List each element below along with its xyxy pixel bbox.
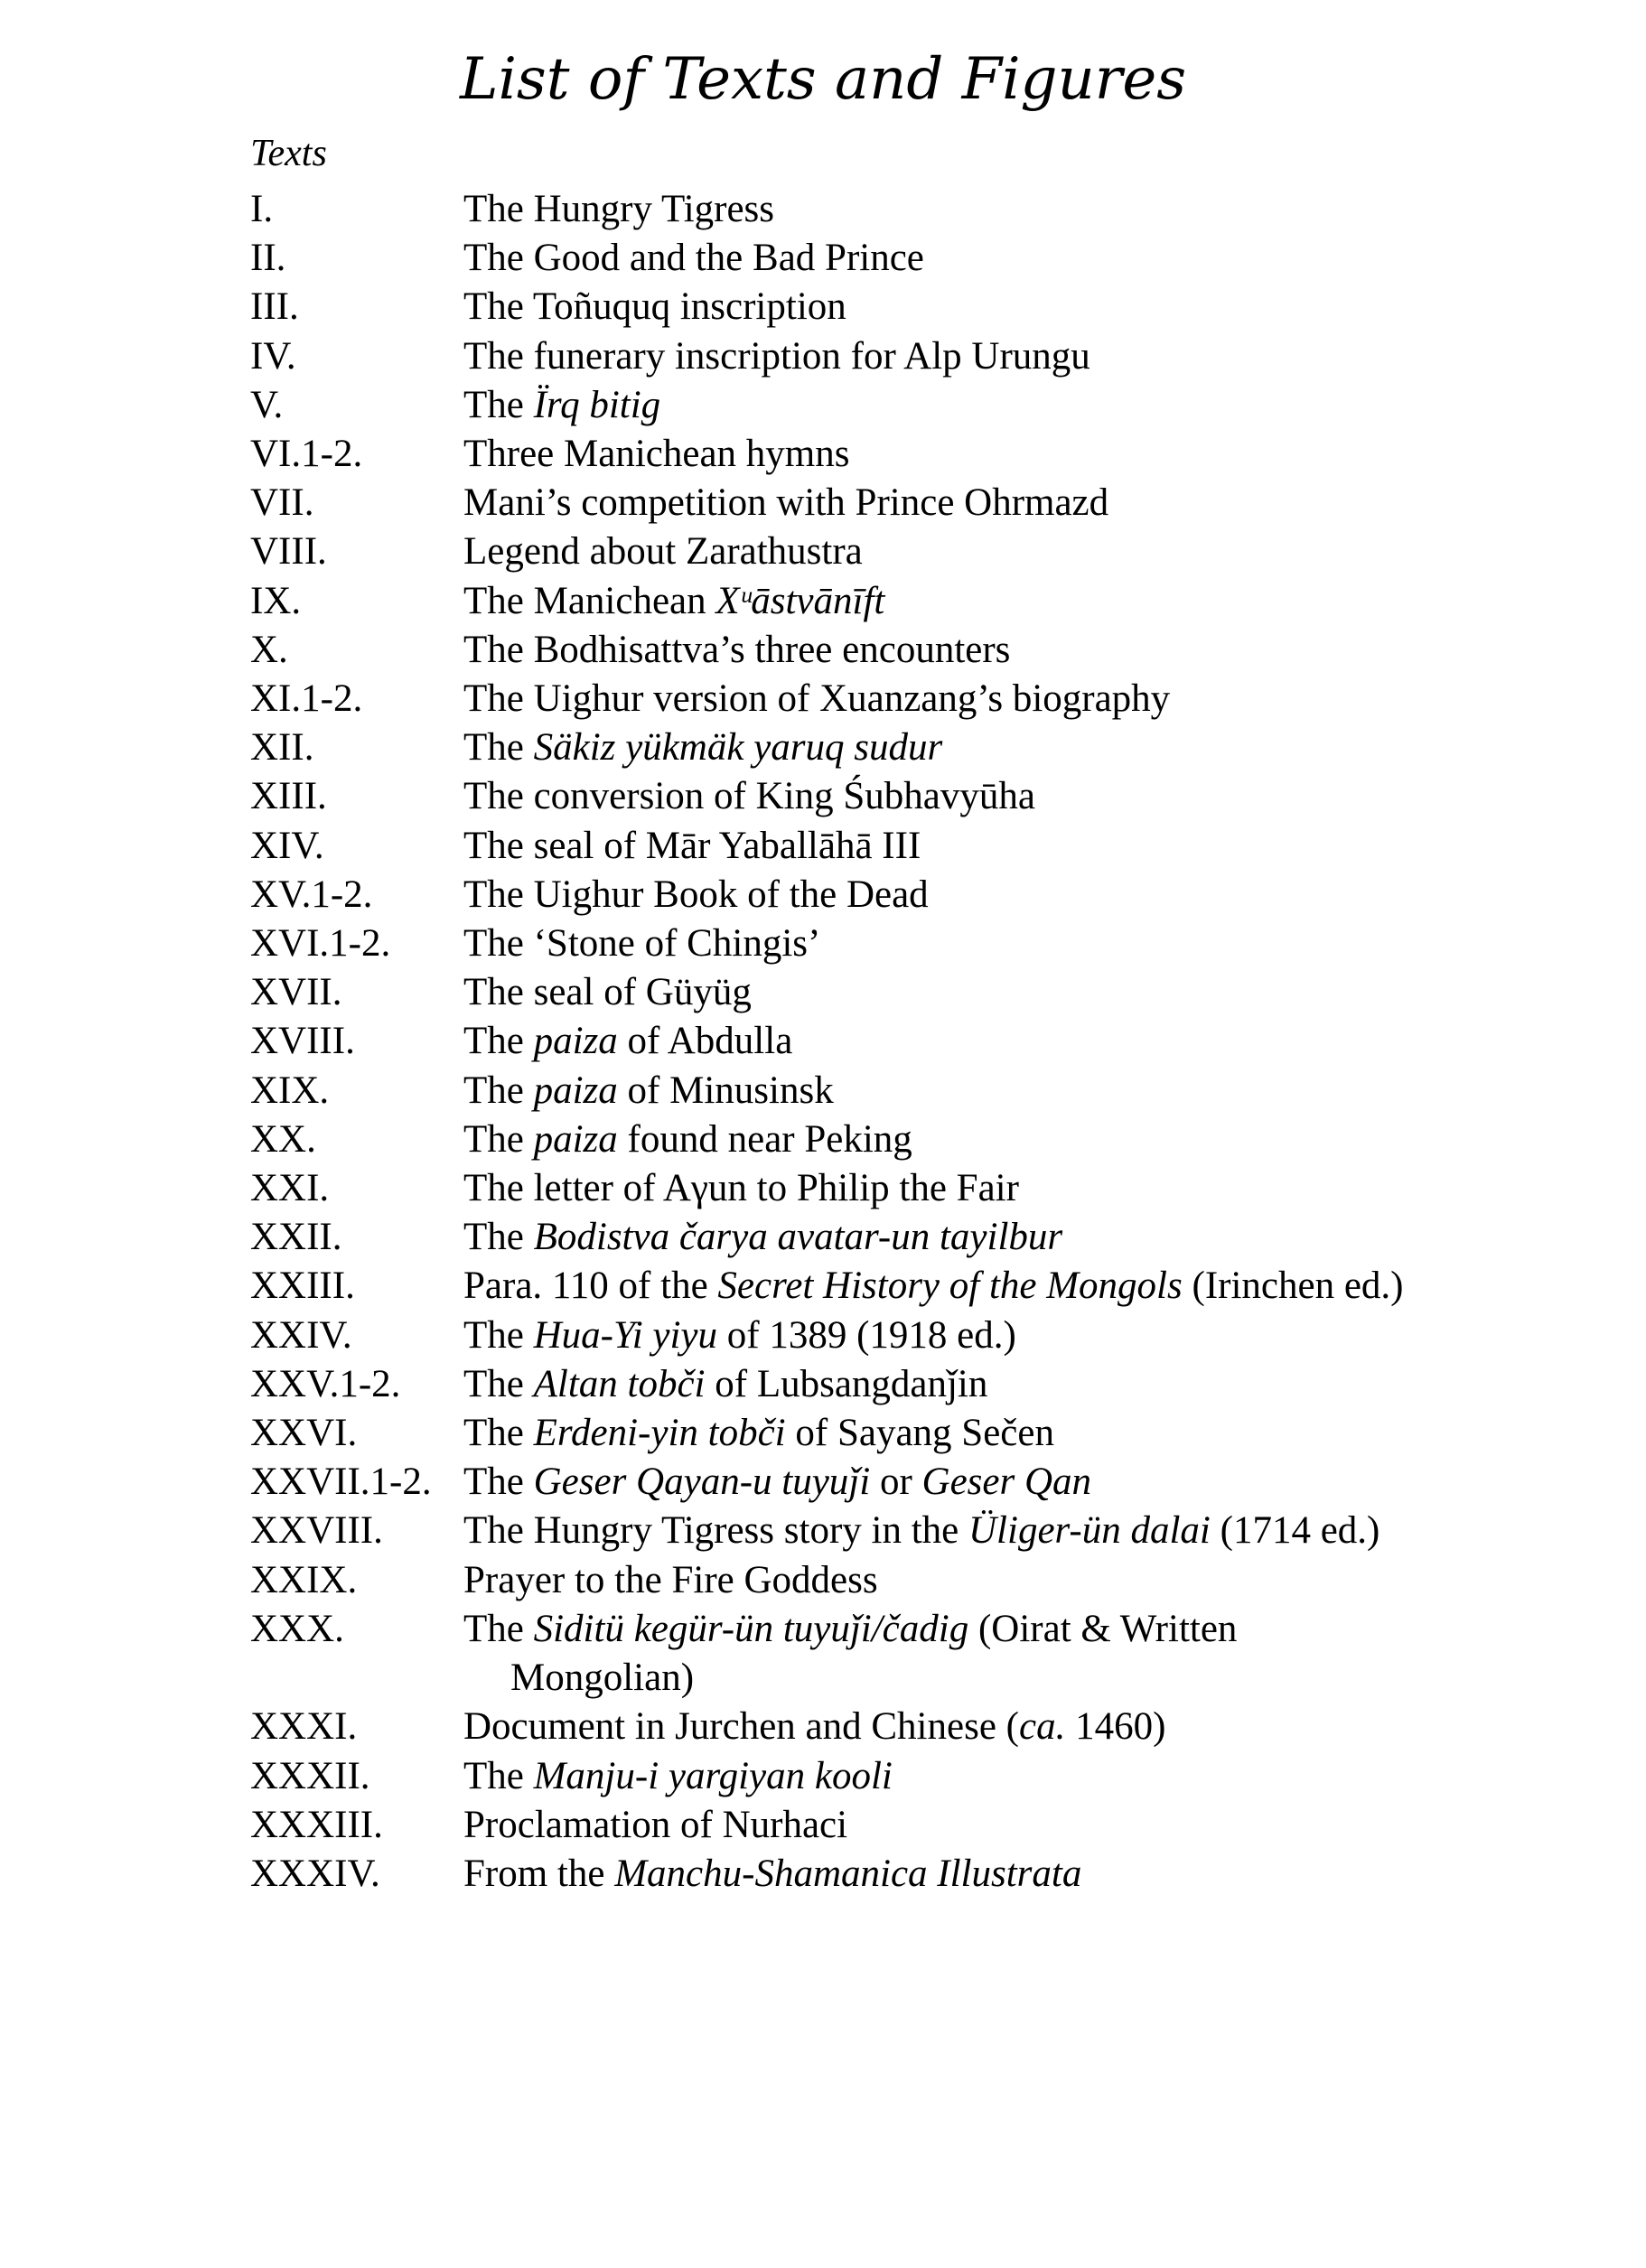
entry-title: [463, 675, 1425, 723]
entry-title: [463, 772, 1425, 821]
entry-number: XXI.: [250, 1167, 330, 1210]
entry-title: [463, 1556, 1425, 1605]
entry-title: [463, 1850, 1425, 1899]
entry-title-segment: The seal of Güyüg: [463, 971, 752, 1014]
entry-title-segment: The seal of Mār Yaballāhā III: [463, 824, 921, 867]
list-item: [250, 723, 1425, 772]
entry-title-segment: The: [463, 383, 534, 426]
entry-number: VIII.: [250, 530, 327, 574]
entry-title-segment: of Lubsangdanǰin: [705, 1362, 988, 1405]
list-item: [250, 332, 1425, 381]
entry-number: XXVIII.: [250, 1509, 383, 1553]
entry-title: [463, 1262, 1425, 1311]
entry-title-italic-segment: Altan tobči: [533, 1362, 706, 1405]
entry-title-segment: The: [463, 1754, 534, 1797]
entry-title-segment: Prayer to the Fire Goddess: [463, 1558, 878, 1601]
entry-title-segment: The: [463, 1069, 534, 1112]
list-item: [250, 822, 1425, 871]
list-item: [250, 919, 1425, 968]
entry-title: [463, 1213, 1425, 1262]
entry-title-segment: The Bodhisattva’s three encounters: [463, 628, 1011, 671]
entry-number: XXXIII.: [250, 1803, 383, 1846]
entry-number: XVIII.: [250, 1020, 355, 1063]
entry-title: [463, 1507, 1425, 1555]
entry-title-segment: The: [463, 1216, 534, 1259]
entry-title-segment: The funerary inscription for Alp Urungu: [463, 334, 1090, 378]
entry-title-segment: The ‘Stone of Chingis’: [463, 922, 821, 966]
entry-number: V.: [250, 383, 284, 426]
entry-title-italic-segment: Üliger-ün dalai: [968, 1509, 1211, 1553]
entry-title: [463, 723, 1425, 772]
entry-number: XXXII.: [250, 1754, 370, 1797]
entry-title-segment: Proclamation of Nurhaci: [463, 1803, 848, 1846]
entry-title: [463, 1115, 1425, 1164]
list-item: [250, 1703, 1425, 1751]
list-item: [250, 1605, 1425, 1703]
entry-number: XXVI.: [250, 1412, 358, 1455]
entry-title-segment: Mani’s competition with Prince Ohrmazd: [463, 481, 1109, 525]
entry-title: [463, 1752, 1425, 1801]
list-item: [250, 968, 1425, 1017]
entry-number: XII.: [250, 726, 314, 770]
entry-number: XXVII.1-2.: [250, 1461, 432, 1504]
entry-title-italic-segment: ca.: [1018, 1705, 1066, 1749]
entry-number: XI.1-2.: [250, 677, 363, 721]
entry-number: III.: [250, 285, 299, 329]
section-label-texts: Texts: [250, 133, 327, 174]
list-item: [250, 577, 1425, 626]
list-item: [250, 1850, 1425, 1899]
list-item: [250, 1409, 1425, 1458]
entry-title-segment: The: [463, 1313, 534, 1357]
entry-title-italic-segment: Bodistva čarya avatar-un tayilbur: [533, 1216, 1063, 1259]
entry-number: VI.1-2.: [250, 433, 363, 476]
entry-title-italic-segment: Geser Qan: [921, 1461, 1092, 1504]
entry-title: [463, 1311, 1425, 1360]
list-item: [250, 871, 1425, 919]
entry-title: [463, 1458, 1425, 1507]
entry-number: XIII.: [250, 775, 327, 818]
entry-title: [463, 381, 1425, 430]
entry-title-segment: (Irinchen ed.): [1182, 1265, 1404, 1308]
entry-title-segment: The conversion of King Śubhavyūha: [463, 775, 1035, 818]
entry-title-segment: or: [870, 1461, 922, 1504]
entry-title: [463, 1605, 1425, 1703]
list-item: [250, 234, 1425, 283]
page-title: List of Texts and Figures: [459, 46, 1187, 113]
entry-title: [463, 822, 1425, 871]
entry-number: I.: [250, 188, 274, 230]
entry-number: XXIII.: [250, 1265, 355, 1308]
entry-title-segment: 1460): [1065, 1705, 1166, 1749]
list-item: [250, 772, 1425, 821]
entry-title: [463, 968, 1425, 1017]
entry-number: IX.: [250, 579, 302, 622]
entry-title-segment: (Oirat & Written Mongolian): [510, 1607, 1238, 1700]
entry-title: [463, 430, 1425, 479]
entry-title-segment: found near Peking: [617, 1117, 912, 1161]
entry-title-italic-segment: Xᵘāstvānīft: [715, 579, 885, 622]
entry-title-segment: The Hungry Tigress story in the: [463, 1509, 968, 1553]
list-item: [250, 1164, 1425, 1213]
list-item: [250, 381, 1425, 430]
entry-title: [463, 234, 1425, 283]
entry-title-italic-segment: Siditü kegür-ün tuyuǰi/čadig: [533, 1607, 969, 1650]
entry-title-segment: The Good and the Bad Prince: [463, 237, 924, 280]
entry-title: [463, 1360, 1425, 1409]
entry-number: XXIX.: [250, 1558, 358, 1601]
list-item: [250, 675, 1425, 723]
entry-title: [463, 919, 1425, 968]
entry-title-segment: Para. 110 of the: [463, 1265, 718, 1308]
entry-number: II.: [250, 237, 286, 280]
entry-title: [463, 332, 1425, 381]
entry-number: X.: [250, 628, 288, 671]
entry-number: XV.1-2.: [250, 873, 373, 916]
list-item: [250, 283, 1425, 331]
list-item: [250, 1801, 1425, 1850]
entry-title-segment: The: [463, 726, 534, 770]
list-item: [250, 1213, 1425, 1262]
entry-number: XVII.: [250, 971, 342, 1014]
texts-list: [250, 185, 1425, 1899]
list-item: [250, 1556, 1425, 1605]
list-item: [250, 1752, 1425, 1801]
entry-title: [463, 1409, 1425, 1458]
list-item: [250, 1115, 1425, 1164]
entry-title: [463, 871, 1425, 919]
entry-title: [463, 1164, 1425, 1213]
entry-title: [463, 1801, 1425, 1850]
entry-title: [463, 1703, 1425, 1751]
entry-title-segment: of Abdulla: [617, 1020, 793, 1063]
list-item: [250, 1067, 1425, 1115]
entry-number: XXIV.: [250, 1313, 352, 1357]
entry-title-segment: The: [463, 1461, 534, 1504]
entry-number: VII.: [250, 481, 314, 525]
list-item: [250, 479, 1425, 527]
entry-title: [463, 185, 1425, 234]
entry-title-segment: The: [463, 1607, 534, 1650]
entry-title-segment: The Uighur version of Xuanzang’s biography: [463, 677, 1171, 721]
entry-title-segment: The Toñuquq inscription: [463, 285, 846, 329]
list-item: [250, 185, 1425, 234]
entry-title-segment: From the: [463, 1852, 615, 1895]
entry-title-segment: of 1389 (1918 ed.): [717, 1313, 1016, 1357]
entry-title-italic-segment: Secret History of the Mongols: [717, 1265, 1183, 1308]
list-item: [250, 626, 1425, 675]
entry-title-segment: The letter of Aγun to Philip the Fair: [463, 1167, 1019, 1210]
entry-number: IV.: [250, 334, 296, 378]
entry-title-segment: (1714 ed.): [1210, 1509, 1380, 1553]
list-item: [250, 1311, 1425, 1360]
entry-title-segment: of Minusinsk: [617, 1069, 834, 1112]
entry-title: [463, 577, 1425, 626]
entry-title-segment: of Sayang Sečen: [785, 1412, 1054, 1455]
list-item: [250, 1458, 1425, 1507]
entry-number: XXX.: [250, 1607, 344, 1650]
entry-title-italic-segment: Hua-Yi yiyu: [533, 1313, 718, 1357]
entry-number: XXII.: [250, 1216, 342, 1259]
entry-number: XXV.1-2.: [250, 1362, 401, 1405]
list-item: [250, 1507, 1425, 1555]
list-item: [250, 1360, 1425, 1409]
list-item: [250, 1262, 1425, 1311]
entry-number: XVI.1-2.: [250, 922, 391, 966]
entry-title-italic-segment: Ïrq bitig: [533, 383, 661, 426]
list-item: [250, 430, 1425, 479]
entry-title-italic-segment: Manju-i yargiyan kooli: [533, 1754, 893, 1797]
entry-title-segment: The: [463, 1020, 534, 1063]
entry-title-italic-segment: Erdeni-yin tobči: [533, 1412, 786, 1455]
entry-title: [463, 527, 1425, 576]
entry-title-italic-segment: paiza: [533, 1069, 618, 1112]
entry-title-segment: The Hungry Tigress: [463, 188, 775, 230]
entry-number: XXXI.: [250, 1705, 358, 1749]
entry-title-segment: Document in Jurchen and Chinese (: [463, 1705, 1019, 1749]
entry-number: XIX.: [250, 1069, 330, 1112]
entry-title-italic-segment: Säkiz yükmäk yaruq sudur: [533, 726, 943, 770]
entry-title-segment: The Manichean: [463, 579, 716, 622]
entry-title-italic-segment: Geser Qayan-u tuyuǰi: [533, 1461, 871, 1504]
entry-title-italic-segment: paiza: [533, 1020, 618, 1063]
entry-title: [463, 283, 1425, 331]
entry-title-segment: The: [463, 1412, 534, 1455]
entry-title-segment: Three Manichean hymns: [463, 433, 850, 476]
entry-title-segment: The: [463, 1117, 534, 1161]
entry-number: XXXIV.: [250, 1852, 380, 1895]
entry-title: [463, 1017, 1425, 1066]
entry-title-segment: Legend about Zarathustra: [463, 530, 863, 574]
entry-title-italic-segment: paiza: [533, 1117, 618, 1161]
entry-title-segment: The: [463, 1362, 534, 1405]
entry-title: [463, 1067, 1425, 1115]
entry-title-italic-segment: Manchu-Shamanica Illustrata: [614, 1852, 1082, 1895]
list-item: [250, 1017, 1425, 1066]
entry-title: [463, 479, 1425, 527]
entry-number: XX.: [250, 1117, 316, 1161]
entry-title: [463, 626, 1425, 675]
entry-title-segment: The Uighur Book of the Dead: [463, 873, 929, 916]
list-item: [250, 527, 1425, 576]
entry-number: XIV.: [250, 824, 324, 867]
